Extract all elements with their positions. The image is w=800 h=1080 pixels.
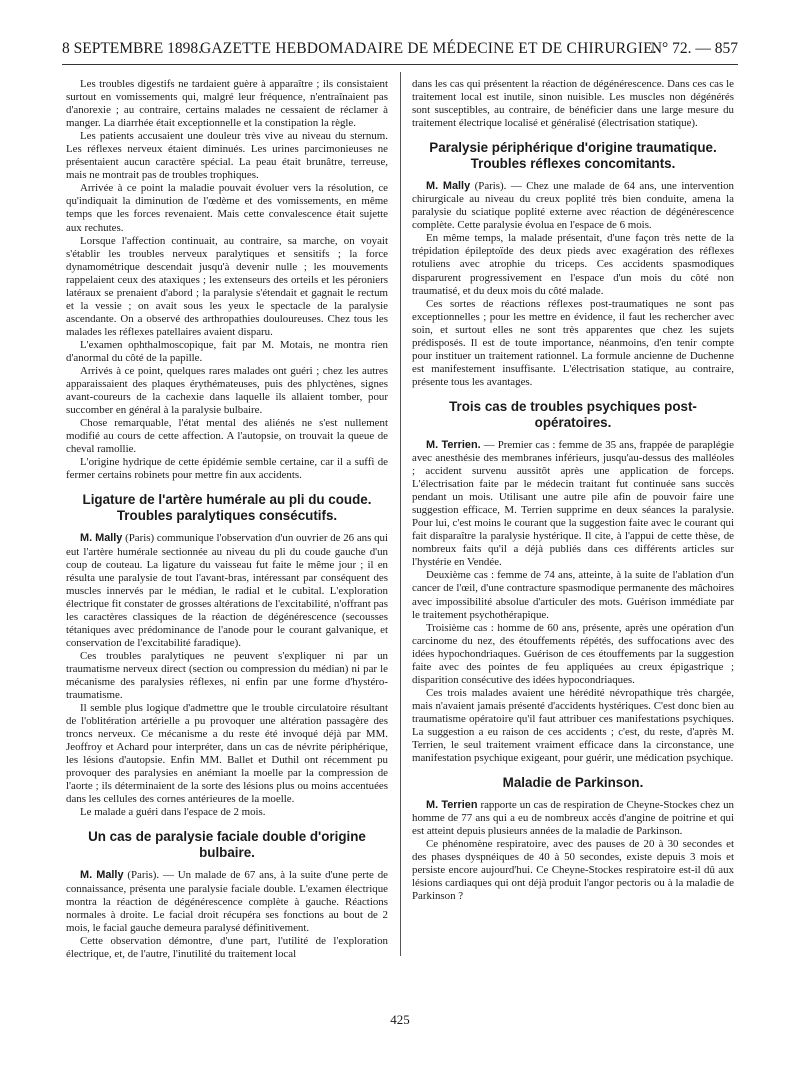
author-name: M. Mally: [426, 180, 471, 193]
author-name: M. Terrien.: [426, 438, 481, 451]
section-heading: Trois cas de troubles psychiques post-opératoires.: [449, 398, 697, 430]
paragraph: Arrivés à ce point, quelques rares malades ont guéri ; chez les autres apparaissaient des plaques érythémateuses, puis des phlyctènes, signes avant-coureurs de la cachexie dans laquelle ils allaient tomber, pour succomber en général à la paralysie bulbaire.: [66, 365, 388, 417]
paragraph: [412, 180, 734, 232]
paragraph: Ces troubles paralytiques ne peuvent s'expliquer ni par un traumatisme nerveux direct (section ou compression du médian) ni par le mécanisme des paralysies réflexes, ni enfin par une forme d'hystéro-traumatisme.: [66, 649, 388, 702]
author-name: M. Mally: [80, 532, 123, 545]
section-heading: Maladie de Parkinson.: [502, 775, 644, 791]
paragraph: Il semble plus logique d'admettre que le trouble circulatoire résultant de l'oblitération artérielle a pu provoquer une altération passagère des troncs nerveux. Ce mécanisme a du reste été invoqué déjà par MM. Jeoffroy et Achard pour interpréter, dans un cas de névrite périphérique, les lésions d'autopsie. Enfin MM. Ballet et Duthil ont récemment pu provoquer des paralysies en anémiant la moelle par la compression de l'aorte ; ils déterminaient de la sorte des lésions plus ou moins accentuées dans les cellules des cornes antérieures de la moelle.: [66, 702, 388, 806]
header-rule: [62, 64, 738, 65]
paragraph: Cette observation démontre, d'une part, l'utilité de l'exploration électrique, et, de l'autre, l'inutilité du traitement local: [66, 934, 388, 960]
paragraph-text: — Premier cas : femme de 35 ans, frappée de paraplégie avec anesthésie des membranes inférieurs, jusqu'au-dessus des malléoles ; accident survenu aussitôt après une application de forceps. L'électrisation faite par le médecin traitant fut continuée sans succès pendant un mois. Utilisant une autre pile afin de pouvoir faire une suggestion efficace, M. Terrien supprime en deux séances la paralysie. Pour lui, c'est moins le courant que la suggestion faite avec le courant qui fait disparaître la paralysie hystérique. Il cite, à l'appui de cette thèse, de nombreux faits qu'il a déjà publiés dans ces différents articles sur l'hystérie en Vendée.: [412, 438, 735, 569]
paragraph: Ces sortes de réactions réflexes post-traumatiques ne sont pas exceptionnelles ; pour les mettre en évidence, il faut les rechercher avec soin, et surtout elles ne sont très apparentes que chez les sujets prédisposés. Il est de toute importance, néanmoins, d'en tenir compte pour instituer un traitement rationnel. La formule ancienne de Duchenne est manifestement insuffisante. L'électrisation statique, au contraire, présente tous les avantages.: [412, 297, 734, 388]
paragraph-text: (Paris). — Chez une malade de 64 ans, une intervention chirurgicale au niveau du creux poplité très bien conduite, amena la paralysie du sciatique poplité externe avec réaction de dégénérescence complète. Cette paralysie évolua en l'espace de 6 mois.: [412, 180, 734, 232]
paragraph: Chose remarquable, l'état mental des aliénés ne s'est nullement modifié au cours de cette affection. A l'autopsie, on trouvait la queue de cheval ramollie.: [66, 417, 388, 456]
paragraph: Arrivée à ce point la maladie pouvait évoluer vers la résolution, ce qu'indiquait la diminution de l'œdème et des vomissements, en même temps que les forces revenaient. Mais cette convalescence était sujette aux rechutes.: [66, 182, 388, 234]
author-name: M. Terrien: [426, 799, 478, 812]
paragraph: L'examen ophthalmoscopique, fait par M. Motais, ne montra rien d'anormal du côté de la papille.: [66, 338, 388, 364]
left-column: [66, 78, 388, 961]
paragraph: Les troubles digestifs ne tardaient guère à apparaître ; ils consistaient surtout en vomissements qui, malgré leur fréquence, n'entraînaient pas d'anorexie ; au contraire, certains malades ne cessaient de réclamer à manger. La diarrhée était exceptionnelle et la constipation la règle.: [66, 78, 388, 130]
paragraph: [66, 532, 388, 649]
paragraph: Troisième cas : homme de 60 ans, présente, après une opération d'un carcinome du nez, des étouffements répétés, des suffocations avec des idées hypochondriaques. Guérison de ces étouffements par la suggestion faite avec des pointes de feu appliquées au creux épigastrique ; disparition consécutive des idées hypocondriaques.: [412, 621, 734, 686]
paragraph: Les patients accusaient une douleur très vive au niveau du sternum. Les réflexes nerveux étaient diminués. Les urines parcimonieuses ne présentaient aucun caractère spécial. La peau était brunâtre, terreuse, mais ne montrait pas de troubles trophiques.: [66, 130, 388, 182]
page-number: 425: [390, 1012, 410, 1027]
paragraph-text: (Paris) communique l'observation d'un ouvrier de 26 ans qui eut l'artère humérale sectionnée au niveau du pli du coude gauche d'un coup de couteau. La ligature du vaisseau fut faite le même jour ; il en résulta une paralysie de tout l'avant-bras, intéressant par conséquent des muscles innervés par le médian, le radial et le cubital. L'exploration électrique fit constater de grosses altérations de l'excitabilité, n'offrant pas les caractères classiques de la réaction de dégénérescence (secousses tétaniques avec prédominance de l'anode pour le courant galvanique, et conservation de l'excitabilité faradique).: [66, 532, 388, 649]
paragraph: Le malade a guéri dans l'espace de 2 mois.: [80, 806, 266, 819]
author-name: M. Mally: [80, 869, 124, 882]
paragraph: Ces trois malades avaient une hérédité névropathique très chargée, mais n'avaient jamais présenté d'accidents hystériques. C'est donc bien au traumatisme opératoire qu'il faut attribuer ces manifestations psychiques. La suggestion a eu raison de ces accidents ; c'est, du reste, d'après M. Terrien, le seul traitement vraiment efficace dans la circonstance, une manifestation psychique exigeant, pour guérir, une médication psychique.: [412, 686, 734, 765]
issue-date: 8 SEPTEMBRE 1898.: [62, 40, 202, 57]
column-separator: [400, 72, 401, 956]
paragraph: Deuxième cas : femme de 74 ans, atteinte, à la suite de l'ablation d'un cancer de l'œil, d'une contracture spasmodique permanente des mâchoires avec impossibilité absolue d'articuler des mots. Guérison immédiate par le traitement psychothérapique.: [412, 569, 734, 621]
journal-title: GAZETTE HEBDOMADAIRE DE MÉDECINE ET DE CHIRURGIE.: [200, 40, 657, 57]
paragraph: [412, 439, 734, 569]
section-heading: Ligature de l'artère humérale au pli du coude. Troubles paralytiques consécutifs.: [82, 492, 372, 524]
paragraph-text: (Paris). — Un malade de 67 ans, à la suite d'une perte de connaissance, présenta une paralysie faciale double. L'examen électrique montra la réaction de dégénérescence complète à gauche. Réactions normales à droite. Le facial droit récupéra ses fonctions au bout de 2 mois, le facial gauche demeura paralysé définitivement.: [66, 869, 388, 934]
section-heading: Paralysie périphérique d'origine traumatique. Troubles réflexes concomitants.: [429, 140, 717, 172]
section-heading: Un cas de paralysie faciale double d'origine bulbaire.: [88, 829, 366, 861]
paragraph: [412, 799, 734, 838]
issue-page-number: N° 72. — 857: [650, 40, 738, 57]
paragraph: Lorsque l'affection continuait, au contraire, sa marche, on voyait s'établir les troubles nerveux paralytiques et sensitifs ; la force dynamométrique descendait jusqu'à devenir nulle ; les mouvements rappelaient ceux des ataxiques ; les extenseurs des orteils et les péroniers latéraux se prenaient d'abord ; la paralysie s'étendait et gagnait le rectum et la vessie ; on avait sous les yeux le spectacle de la paralysie ascendante. On a observé des arthropathies douloureuses. Chez tous les malades les réflexes patellaires avaient disparu.: [66, 234, 388, 338]
page-header: [62, 40, 738, 60]
paragraph: L'origine hydrique de cette épidémie semble certaine, car il a suffi de fermer certains robinets pour mettre fin aux accidents.: [66, 456, 388, 482]
right-column: [412, 78, 734, 903]
paragraph-text: rapporte un cas de respiration de Cheyne-Stockes chez un homme de 77 ans qui a eu de nombreux accès d'angine de poitrine et qui est atteint depuis plusieurs années de la maladie de Parkinson.: [412, 799, 734, 838]
paragraph: dans les cas qui présentent la réaction de dégénérescence. Dans ces cas le traitement local est inutile, sinon nuisible. Les muscles non dégénérés sont susceptibles, au contraire, de bénéficier dans une large mesure du traitement électrique localisé et généralisé (électrisation statique).: [412, 78, 734, 130]
paragraph: [66, 869, 388, 934]
paragraph: En même temps, la malade présentait, d'une façon très nette de la trépidation épileptoïde des deux pieds avec exagération des réflexes rotuliens avec atrophie du triceps. Ces accidents spasmodiques disparurent progressivement en l'espace d'un mois du côté non traumatisé, et du deux mois du côté malade.: [412, 232, 734, 297]
paragraph: Ce phénomène respiratoire, avec des pauses de 20 à 30 secondes et des phases dyspnéiques de 40 à 50 secondes, existe depuis 3 mois et persiste encore aujourd'hui. Ce Cheyne-Stockes respiratoire est-il dû aux lésions cardiaques qui ont déjà produit l'angor pectoris ou à la maladie de Parkinson ?: [412, 838, 734, 903]
